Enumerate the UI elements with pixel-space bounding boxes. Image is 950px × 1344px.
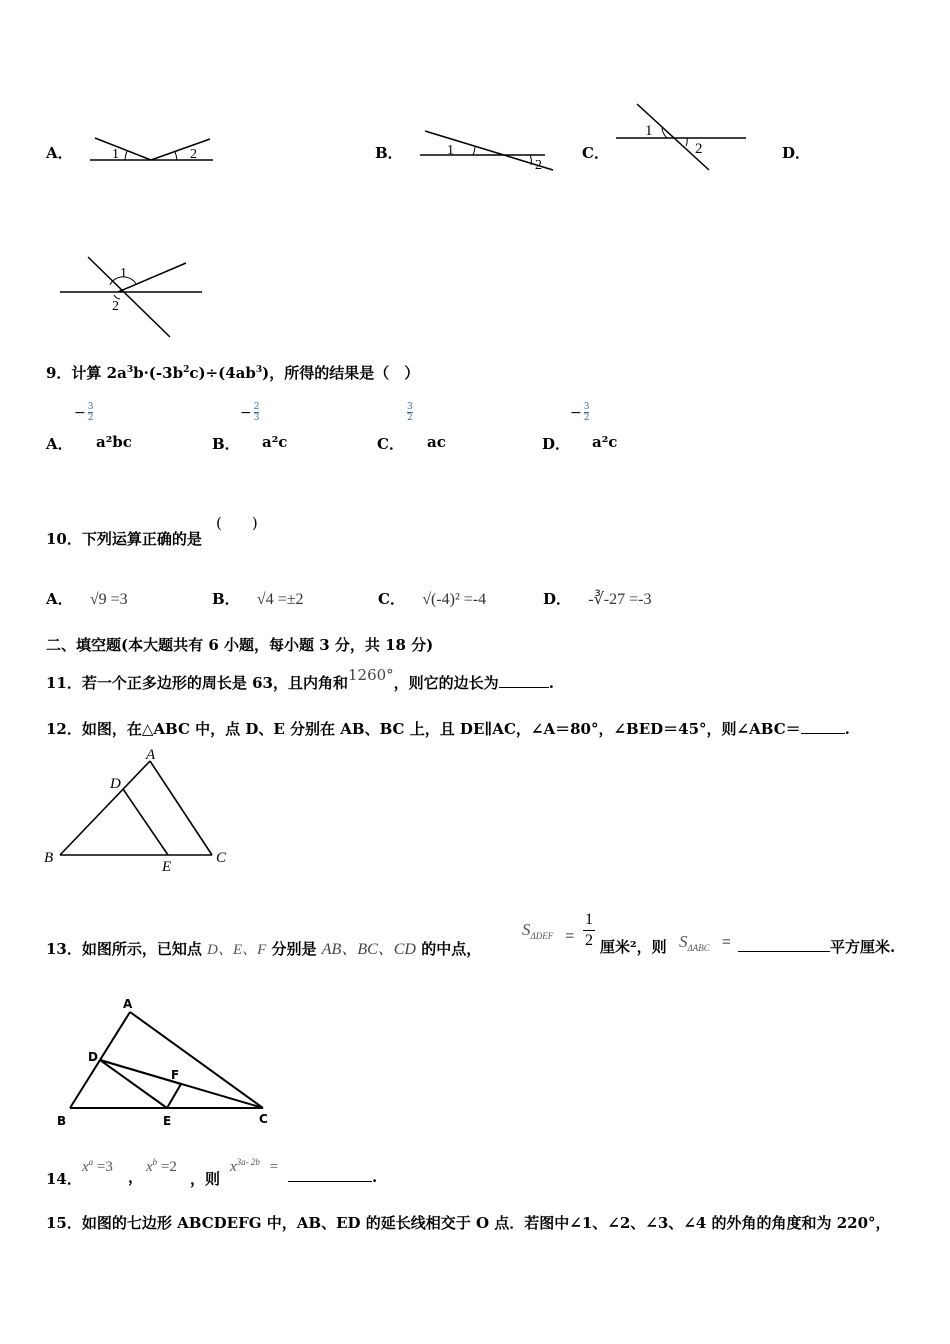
q8-figure-b <box>415 125 565 175</box>
q10-option-a[interactable]: A． √9 =3 <box>46 590 128 608</box>
q13-fraction-half: 1 2 <box>585 911 593 949</box>
q8-figure-d <box>58 255 208 340</box>
q13-label-e: E <box>163 1114 172 1128</box>
q12-label-b: B <box>44 850 54 866</box>
q13-label-d: D <box>88 1050 98 1064</box>
q14-then: ，则 <box>190 1170 221 1188</box>
q12-label-d: D <box>110 776 121 792</box>
q8-option-a-label[interactable]: A． <box>46 144 73 162</box>
q8-figure-c <box>612 100 752 175</box>
q10-stem: 10．下列运算正确的是 <box>46 530 202 548</box>
q9-option-a-term: a²bc <box>96 433 132 451</box>
q8d-angle-1: 1 <box>120 266 127 281</box>
q13-tail: 平方厘米. <box>738 936 895 957</box>
q9-option-b[interactable]: B． <box>212 435 240 453</box>
q10-option-b[interactable]: B． √4 =±2 <box>212 590 304 608</box>
q8d-angle-2: 2 <box>112 299 119 314</box>
q12-label-a: A <box>146 747 156 763</box>
q13-answer-blank[interactable] <box>738 951 830 952</box>
q9-expression: $2a^3b\cdot(-3b^2c)\div(4ab^3)$ <box>106 364 270 382</box>
q13-area-def: $S_{\Delta DEF}$ = <box>522 920 575 945</box>
q8-option-b-label[interactable]: B． <box>375 144 403 162</box>
q8-option-c-label[interactable]: C． <box>582 144 609 162</box>
q8b-angle-2: 2 <box>535 158 542 173</box>
q9-option-c[interactable]: C． <box>377 435 404 453</box>
q9-option-b-term: a²c <box>262 433 288 451</box>
q8-figure-a <box>85 130 220 170</box>
q10-option-c[interactable]: C． √(-4)² =-4 <box>378 590 487 608</box>
q14-answer: . <box>288 1168 377 1186</box>
q8a-angle-1: 1 <box>112 147 119 162</box>
q12-stem: 12．如图，在△ABC 中，点 D、E 分别在 AB、BC 上，且 DE∥AC，∠A＝80°，∠BED＝45°，则∠ABC＝ . <box>46 720 850 738</box>
q13-stem: 13．如图所示，已知点 D、E、F 分别是 AB、BC、CD 的中点， <box>46 940 482 958</box>
q13-label-a: A <box>123 997 133 1011</box>
q10-option-d[interactable]: D． -∛-27 =-3 <box>543 590 652 608</box>
q13-label-b: B <box>57 1114 67 1128</box>
section-2-heading: 二、填空题(本大题共有 6 小题，每小题 3 分，共 18 分) <box>46 636 434 654</box>
q9-option-a[interactable]: A． <box>46 435 73 453</box>
q13-label-f: F <box>171 1068 180 1082</box>
q8-option-d-label[interactable]: D． <box>782 144 811 162</box>
q11-answer-blank[interactable] <box>499 687 549 688</box>
q14-sep: ， <box>128 1168 144 1186</box>
q10-paren: ( ) <box>216 514 258 532</box>
q14-condition-1: $x^a =3$ <box>82 1157 113 1175</box>
q14-expression: $x^{3a- 2b}$ = <box>230 1157 279 1175</box>
q9-option-d[interactable]: D． <box>542 435 571 453</box>
q12-answer-blank[interactable] <box>801 733 845 734</box>
q12-triangle-figure <box>40 745 240 875</box>
q9-option-c-coefficient: $\frac{3}{2}$ <box>407 402 413 423</box>
q13-label-c: C <box>259 1112 268 1126</box>
q13-triangle-figure <box>45 995 285 1135</box>
q8c-angle-1: 1 <box>645 123 653 139</box>
q9-option-d-coefficient: − $\frac{3}{2}$ <box>570 402 590 423</box>
q14-answer-blank[interactable] <box>288 1181 372 1182</box>
q13-unit: 厘米²，则 <box>600 938 667 956</box>
q12-label-c: C <box>216 850 227 866</box>
q8c-angle-2: 2 <box>695 141 703 157</box>
q15-stem: 15．如图的七边形 ABCDEFG 中，AB、ED 的延长线相交于 O 点．若图中∠1、∠2、∠3、∠4 的外角的角度和为 220°， <box>46 1214 891 1232</box>
q11-angle-sum: 1260° <box>347 666 394 684</box>
q14-label: 14． <box>46 1170 82 1188</box>
q8b-angle-1: 1 <box>447 143 454 158</box>
q9-stem: 9．计算 $2a^3b\cdot(-3b^2c)\div(4ab^3)$，所得的结果是（ ） <box>46 364 420 382</box>
q9-option-b-coefficient: − $\frac{2}{3}$ <box>240 402 260 423</box>
q9-option-c-term: ac <box>427 433 446 451</box>
q14-condition-2: $x^b =2$ <box>146 1157 177 1175</box>
q13-area-abc: $S_{\Delta ABC}$ = <box>679 932 731 953</box>
q9-option-d-term: a²c <box>592 433 618 451</box>
q12-label-e: E <box>162 859 172 875</box>
q11-stem: 11．若一个正多边形的周长是 63，且内角和1260°，则它的边长为 . <box>46 666 554 692</box>
q9-option-a-coefficient: − $\frac{3}{2}$ <box>74 402 94 423</box>
q8a-angle-2: 2 <box>190 147 197 162</box>
